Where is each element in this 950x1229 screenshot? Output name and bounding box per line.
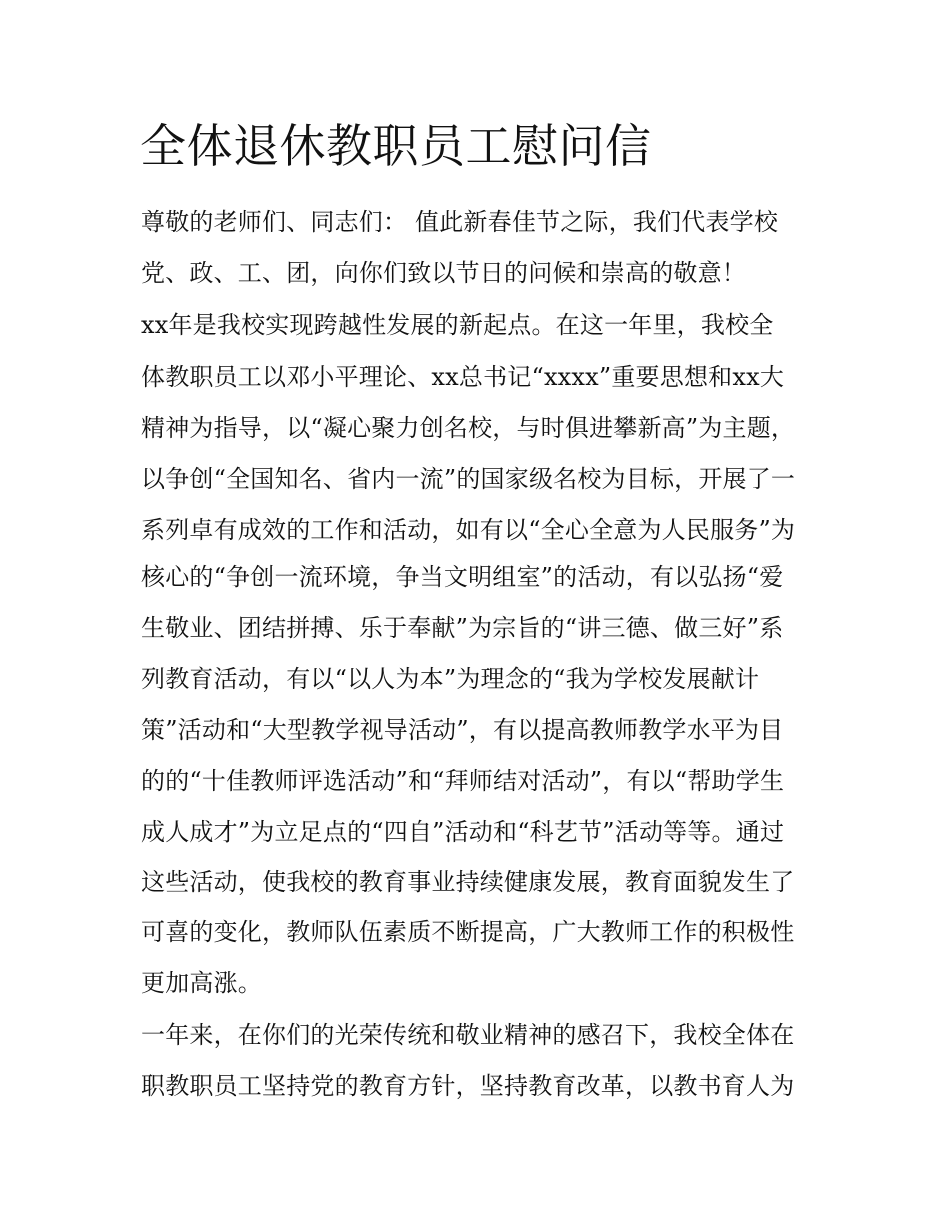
- body-line: xx年是我校实现跨越性发展的新起点。在这一年里，我校全: [141, 311, 774, 339]
- body-line: 以争创“全国知名、省内一流”的国家级名校为目标，开展了一: [141, 465, 796, 493]
- body-line: 更加高涨。: [141, 969, 262, 997]
- letter-title: 全体退休教职员工慰问信: [140, 119, 652, 173]
- body-line: 生敬业、团结拼搏、乐于奉献”为宗旨的“讲三德、做三好”系: [141, 614, 784, 642]
- body-line: 的的“十佳教师评选活动”和“拜师结对活动”，有以“帮助学生: [141, 767, 785, 795]
- body-line: 一年来，在你们的光荣传统和敬业精神的感召下，我校全体在: [141, 1021, 795, 1049]
- body-line: 这些活动，使我校的教育事业持续健康发展，教育面貌发生了: [141, 868, 795, 896]
- body-line: 系列卓有成效的工作和活动，如有以“全心全意为人民服务”为: [141, 516, 796, 544]
- body-line: 精神为指导，以“凝心聚力创名校，与时俱进攀新高”为主题，: [141, 414, 796, 442]
- body-line: 尊敬的老师们、同志们： 值此新春佳节之际，我们代表学校: [141, 208, 779, 236]
- body-line: 成人成才”为立足点的“四自”活动和“科艺节”活动等等。通过: [141, 818, 785, 846]
- body-line: 党、政、工、团，向你们致以节日的问候和崇高的敬意！: [141, 259, 746, 287]
- body-line: 体教职员工以邓小平理论、xx总书记“xxxx”重要思想和xx大: [141, 363, 785, 391]
- body-line: 核心的“争创一流环境，争当文明组室”的活动，有以弘扬“爱: [141, 563, 784, 591]
- body-line: 可喜的变化，教师队伍素质不断提高，广大教师工作的积极性: [141, 918, 795, 946]
- body-line: 职教职员工坚持党的教育方针，坚持教育改革，以教书育人为: [141, 1072, 795, 1100]
- body-line: 策”活动和“大型教学视导活动”，有以提高教师教学水平为目: [141, 716, 784, 744]
- body-line: 列教育活动，有以“以人为本”为理念的“我为学校发展献计: [141, 665, 760, 693]
